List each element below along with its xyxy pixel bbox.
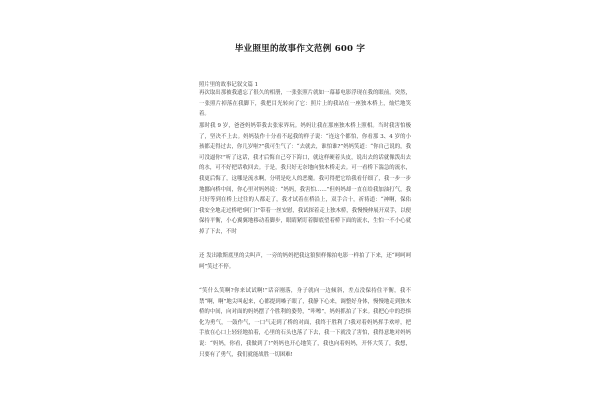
paragraph-3: 还 发出歇斯底里的尖叫声，一旁的妈妈把我这狼狈样像拍电影一样拍了下来，还“呵呵呵呵”笑过不停。 (199, 253, 411, 270)
page-title: 毕业照里的故事作文范例 600 字 (234, 44, 366, 54)
paragraph-2: 那时我 9 岁，爸爸妈妈带我去张家界玩。妈妈让我在那座独木桥上照相。当时我害怕极了，坚决不上去。妈妈装作十分看不起我的样子说：“连这个都怕，你看那 3、4 岁的小孩都走得过去，你几岁啦?”我可生气了：“去就去，谁怕谁?”妈妈笑道：“你自己说的，我可没逼你!”听了这话，我才后悔自己夸下海口，就这样硬着头皮，说出去的话就像泼出去的水，可不好把话收回去。于是，我只好无奈地向独木桥走去。可一看桥下湍急的流水，我更后悔了，这哪是流水啊，分明是吃人的恶魔。我可得把它给我看仔细了，我一步一步地挪向桥中间，你心里对妈妈说：“妈妈，我害怕……”但妈妈却一直在给我加油打气，我只好等到在桥上过往的人都走了，我才试着在桥沿上，双手合十，祈祷道：“神啊，保佑我安全地走过桥吧!阿门!”带着一丝安慰，我试探着走上独木桥，我慢慢伸展开双手，以便保持平衡，小心翼翼地移动着脚步，眼睛紧盯着脚底望着桥下面的流水，生怕一不小心就掉了下去，不时 (199, 123, 411, 235)
paragraph-4: “笑什么笑啊?你来试试啊!”话音刚落，身子就向一边倾斜，差点没保持住平衡，我不禁“啊，啊”地尖叫起来，心都提到嗓子眼了，我静下心来，调整好身体，慢慢地走到独木桥的中间，向对面的妈妈摆了个胜利的姿势，“咔嚓”，妈妈抓拍了下来。我把心中的恐惧化为勇气，一鼓作气，一口气走到了桥的对面，我终于胜利了!我对着妈妈挥手欢呼，把手放在心口上轻轻地拍着，心里的石头也落了下去，我一下就没了害怕，我得意地对妈妈说：“妈妈，你看，我做到了!”妈妈也开心地笑了，我也向着妈妈，开怀大笑了，我想，只要有了勇气，我们就能战胜一切困难! (199, 288, 411, 358)
section-heading: 照片里的故事记叙文篇 1 (199, 82, 259, 88)
paragraph-1: 再次取出那被我遗忘了很久的相册，一张张照片就如一幕幕电影浮现在我的眼前。突然，一张照片掉落在我脚下，我把目光转向了它：照片上的我站在一座独木桥上，灿烂地笑着。 (199, 90, 411, 118)
